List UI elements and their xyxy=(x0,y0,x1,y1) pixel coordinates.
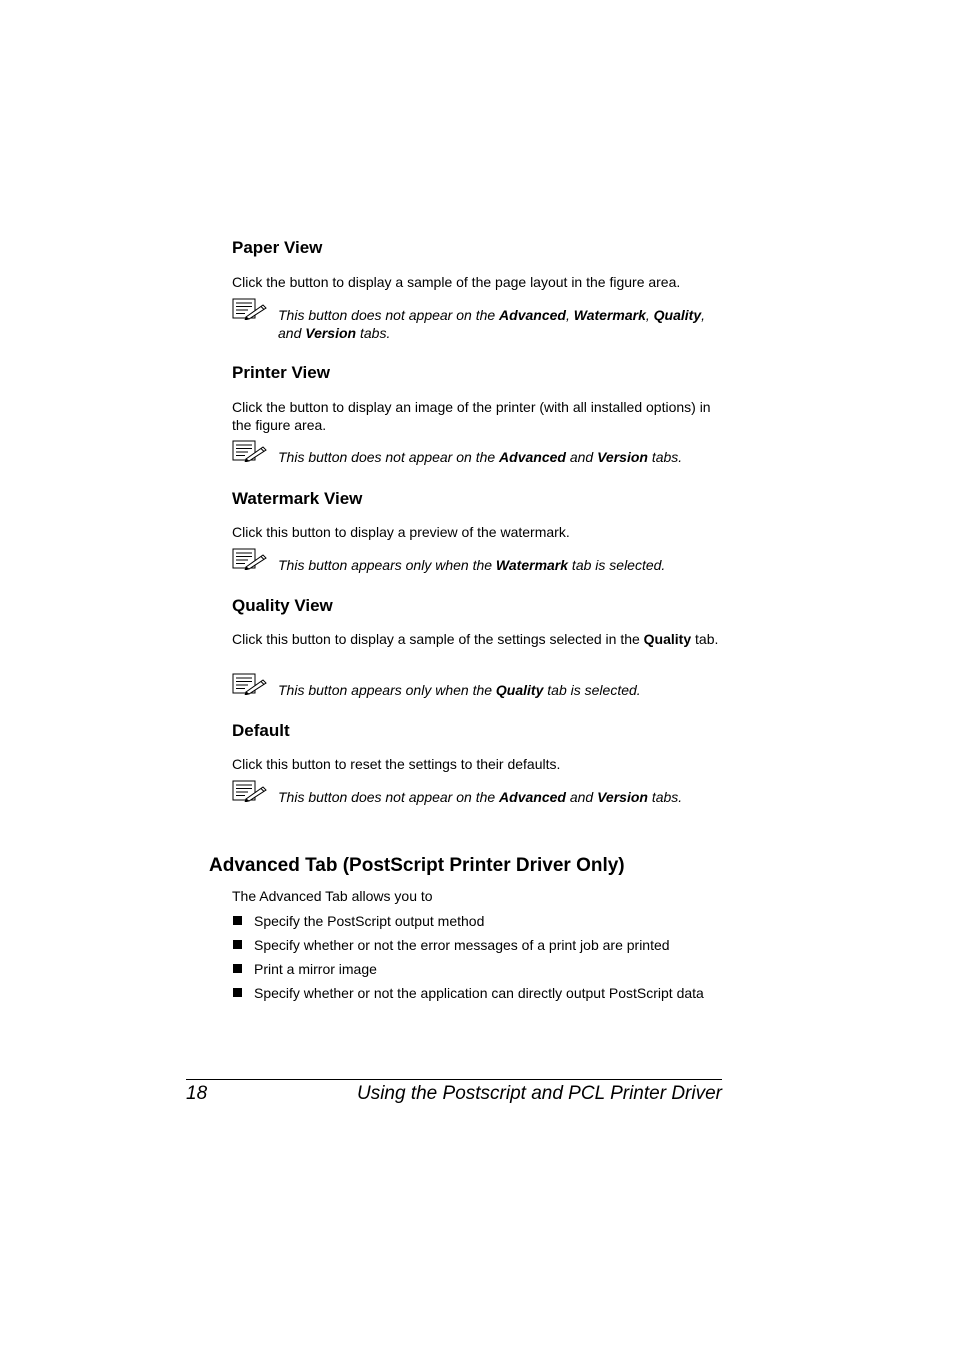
note-icon xyxy=(232,440,268,462)
square-bullet-icon xyxy=(233,964,242,973)
section-body-watermark-view: Click this button to display a preview of the watermark. xyxy=(232,524,570,540)
section-body-paper-view: Click the button to display a sample of the page layout in the figure area. xyxy=(232,274,681,290)
list-item: Specify the PostScript output method xyxy=(232,912,704,936)
note-icon xyxy=(232,673,268,695)
advanced-intro: The Advanced Tab allows you to xyxy=(232,888,433,904)
note-icon xyxy=(232,298,268,320)
footer-rule xyxy=(186,1079,722,1080)
section-heading-quality-view: Quality View xyxy=(232,596,333,615)
list-item: Print a mirror image xyxy=(232,960,704,984)
section-heading-advanced-tab: Advanced Tab (PostScript Printer Driver Only) xyxy=(209,855,625,876)
section-heading-watermark-view: Watermark View xyxy=(232,489,363,508)
footer-page-number: 18 xyxy=(186,1083,208,1104)
advanced-bullet-list xyxy=(232,912,704,1008)
list-item: Specify whether or not the error messages of a print job are printed xyxy=(232,936,704,960)
section-heading-printer-view: Printer View xyxy=(232,363,330,382)
note-icon xyxy=(232,548,268,570)
note-text: This button appears only when the Watermark tab is selected. xyxy=(278,557,666,573)
section-body-quality-view: Click this button to display a sample of the settings selected in the Quality tab. xyxy=(232,631,719,647)
square-bullet-icon xyxy=(233,940,242,949)
list-item: Specify whether or not the application can directly output PostScript data xyxy=(232,984,704,1008)
note-text: This button does not appear on the Advanced, Watermark, Quality, and Version tabs. xyxy=(278,307,706,341)
note-text: This button does not appear on the Advanced and Version tabs. xyxy=(278,449,683,465)
square-bullet-icon xyxy=(233,988,242,997)
section-body-printer-view: Click the button to display an image of the printer (with all installed options) in the figure area. xyxy=(232,399,711,433)
footer-title: Using the Postscript and PCL Printer Driver xyxy=(356,1083,722,1104)
section-body-default: Click this button to reset the settings to their defaults. xyxy=(232,756,561,772)
note-icon xyxy=(232,780,268,802)
square-bullet-icon xyxy=(233,916,242,925)
note-text: This button appears only when the Quality tab is selected. xyxy=(278,682,641,698)
section-heading-paper-view: Paper View xyxy=(232,238,323,257)
section-heading-default: Default xyxy=(232,721,290,740)
note-text: This button does not appear on the Advanced and Version tabs. xyxy=(278,789,683,805)
